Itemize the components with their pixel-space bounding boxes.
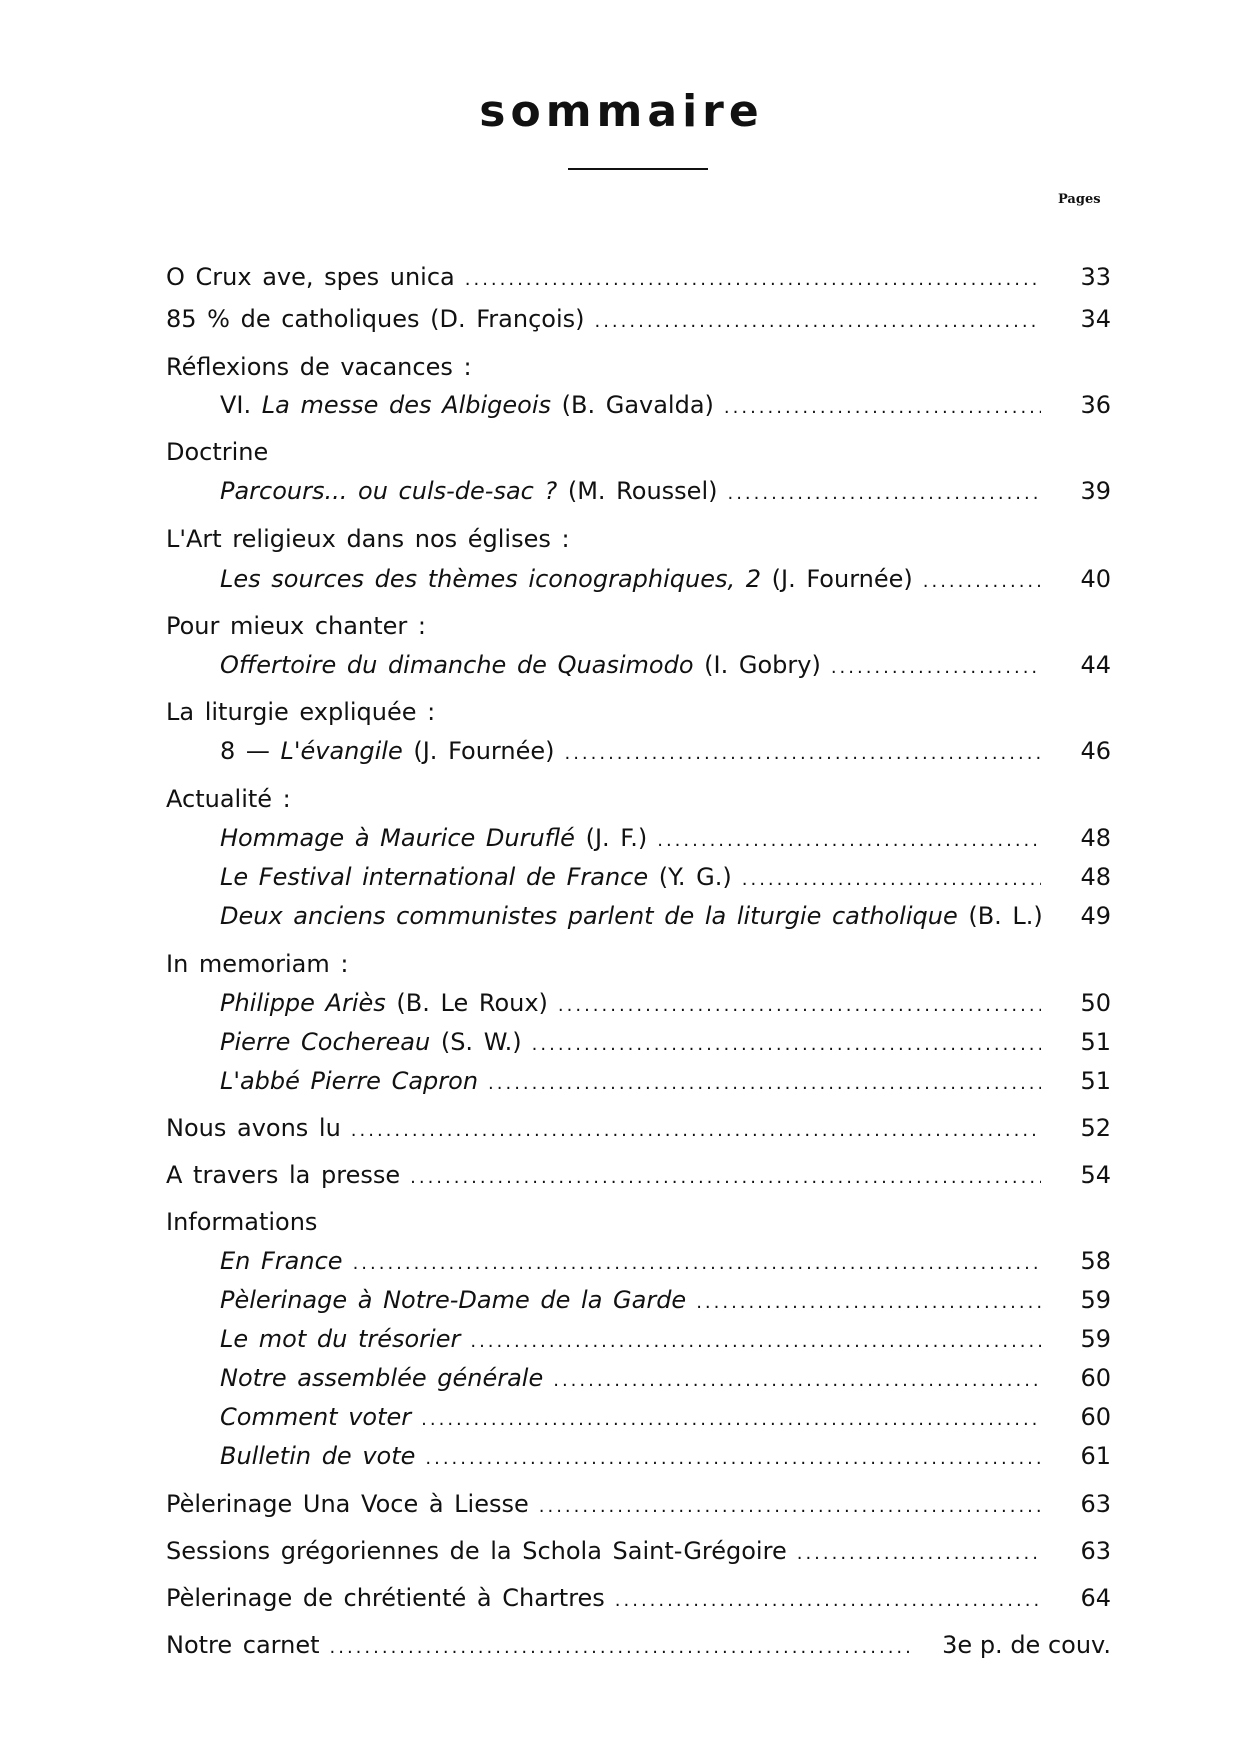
toc-entry-title: Offertoire du dimanche de Quasimodo	[220, 651, 694, 679]
toc-entry-label	[220, 1064, 478, 1098]
dot-leader	[742, 863, 1041, 897]
dot-leader	[553, 1364, 1041, 1398]
dot-leader	[539, 1490, 1041, 1524]
dot-leader	[727, 477, 1041, 511]
toc-section-label: Pour mieux chanter :	[166, 612, 426, 640]
toc-entry-title: Bulletin de vote	[220, 1442, 416, 1470]
toc-entry	[220, 1064, 1111, 1098]
toc-entry-label: O Crux ave, spes unica	[166, 263, 455, 291]
toc-entry-title: Pèlerinage à Notre-Dame de la Garde	[220, 1286, 687, 1314]
toc-entry-label: Pèlerinage Una Voce à Liesse	[166, 1490, 529, 1518]
toc-entry-page: 51	[1080, 1067, 1111, 1095]
dot-leader	[425, 1442, 1041, 1476]
toc-entry-page: 46	[1080, 737, 1111, 765]
toc-entry-label	[220, 474, 717, 508]
toc-entry-title: Le Festival international de France	[220, 863, 649, 891]
toc-entry	[166, 1581, 1111, 1615]
toc-entry-title: Parcours... ou culs-de-sac ?	[220, 477, 558, 505]
toc-section-label: Doctrine	[166, 438, 269, 466]
toc-entry	[220, 899, 1111, 933]
toc-entry	[166, 1158, 1111, 1192]
toc-entry-label	[220, 860, 732, 894]
toc-entry-title: Philippe Ariès	[220, 989, 386, 1017]
toc-section-heading	[166, 435, 1111, 469]
toc-entry-page: 63	[1080, 1537, 1111, 1565]
toc-entry-page: 59	[1080, 1325, 1111, 1353]
toc-section-label: Réflexions de vacances :	[166, 353, 472, 381]
toc-entry-title: Pierre Cochereau	[220, 1028, 431, 1056]
toc-entry-page: 48	[1080, 824, 1111, 852]
toc-section-heading	[166, 350, 1111, 384]
toc-section-heading	[166, 522, 1111, 556]
toc-entry-page: 60	[1080, 1403, 1111, 1431]
toc-entry-page: 39	[1080, 477, 1111, 505]
toc-entry	[220, 388, 1111, 422]
toc-entry-page: 63	[1080, 1490, 1111, 1518]
toc-entry-page: 3e p. de couv.	[942, 1631, 1111, 1659]
toc-entry-label: 85 % de catholiques (D. François)	[166, 305, 585, 333]
toc-entry	[220, 986, 1111, 1020]
toc-entry-label	[220, 1025, 522, 1059]
toc-entry	[220, 1400, 1111, 1434]
dot-leader	[657, 824, 1041, 858]
toc-entry	[220, 1439, 1111, 1473]
toc-entry	[220, 860, 1111, 894]
toc-entry	[220, 474, 1111, 508]
dot-leader	[410, 1161, 1041, 1195]
toc-entry-label	[220, 1400, 411, 1434]
toc-entry	[220, 562, 1111, 596]
toc-entry-author: (J. F.)	[574, 824, 648, 852]
toc-entry	[166, 1534, 1111, 1568]
toc-entry-label	[220, 1439, 415, 1473]
toc-entry-author: (M. Roussel)	[557, 477, 718, 505]
toc-section-heading	[166, 1205, 1111, 1239]
toc-entry-page: 48	[1080, 863, 1111, 891]
toc-entry-page: 51	[1080, 1028, 1111, 1056]
toc-entry	[220, 648, 1111, 682]
toc-entry	[166, 1487, 1111, 1521]
toc-entry-page: 40	[1080, 565, 1111, 593]
toc-section-heading	[166, 695, 1111, 729]
page-column-label: Pages	[1058, 192, 1101, 207]
toc-entry-author: (Y. G.)	[648, 863, 732, 891]
toc-entry-page: 61	[1080, 1442, 1111, 1470]
toc-entry-title: En France	[220, 1247, 343, 1275]
toc-entry-label	[220, 821, 647, 855]
toc-entry-author: (B. Gavalda)	[551, 391, 714, 419]
dot-leader	[564, 737, 1041, 771]
toc-section-label: Actualité :	[166, 785, 291, 813]
toc-entry-label: Pèlerinage de chrétienté à Chartres	[166, 1584, 605, 1612]
toc-entry-page: 44	[1080, 651, 1111, 679]
toc-entry-page: 60	[1080, 1364, 1111, 1392]
toc-section-label: La liturgie expliquée :	[166, 698, 436, 726]
toc-entry-label	[220, 986, 548, 1020]
dot-leader	[330, 1631, 909, 1665]
toc-section-heading	[166, 609, 1111, 643]
page-title: sommaire	[479, 86, 764, 137]
toc-entry-title: Les sources des thèmes iconographiques, 2	[220, 565, 762, 593]
toc-entry-prefix: 8 —	[220, 737, 281, 765]
dot-leader	[831, 651, 1041, 685]
toc-entry-label: A travers la presse	[166, 1161, 401, 1189]
dot-leader	[532, 1028, 1041, 1062]
toc-entry-author: (J. Fournée)	[761, 565, 913, 593]
toc-entry-label	[220, 899, 1043, 933]
toc-entry-label: Nous avons lu	[166, 1114, 341, 1142]
toc-entry	[220, 1361, 1111, 1395]
toc-entry	[220, 1322, 1111, 1356]
toc-entry-label: Sessions grégoriennes de la Schola Saint-Grégoire	[166, 1537, 787, 1565]
toc-entry-title: Deux anciens communistes parlent de la liturgie catholique	[220, 902, 958, 930]
toc-entry-author: (S. W.)	[430, 1028, 522, 1056]
dot-leader	[594, 305, 1041, 339]
toc-entry-page: 49	[1080, 902, 1111, 930]
dot-leader	[465, 263, 1041, 297]
toc-entry-author: (B. Le Roux)	[385, 989, 548, 1017]
dot-leader	[470, 1325, 1041, 1359]
toc-entry-page: 33	[1080, 263, 1111, 291]
dot-leader	[421, 1403, 1041, 1437]
toc-entry-title: Hommage à Maurice Duruflé	[220, 824, 575, 852]
toc-entry-page: 36	[1080, 391, 1111, 419]
dot-leader	[558, 989, 1041, 1023]
toc-entry-label	[220, 648, 821, 682]
dot-leader	[724, 391, 1041, 425]
toc-section-label: L'Art religieux dans nos églises :	[166, 525, 570, 553]
toc-entry-title: La messe des Albigeois	[261, 391, 551, 419]
toc-entry-title: L'évangile	[280, 737, 403, 765]
toc-entry-label	[220, 388, 714, 422]
toc-entry	[166, 302, 1111, 336]
toc-entry-page: 34	[1080, 305, 1111, 333]
toc-entry-label	[220, 1244, 343, 1278]
toc-entry	[166, 260, 1111, 294]
toc-entry-author: (B. L.)	[957, 902, 1043, 930]
toc-entry	[220, 821, 1111, 855]
toc-entry-label	[220, 1322, 460, 1356]
toc-entry	[166, 1628, 1111, 1662]
toc-entry	[220, 1025, 1111, 1059]
toc-entry-prefix: VI.	[220, 391, 262, 419]
dot-leader	[488, 1067, 1041, 1101]
toc-entry-page: 54	[1080, 1161, 1111, 1189]
toc-entry	[220, 1283, 1111, 1317]
dot-leader	[615, 1584, 1041, 1618]
toc-entry	[166, 1111, 1111, 1145]
toc-entry-title: Notre assemblée générale	[220, 1364, 544, 1392]
toc-entry-page: 52	[1080, 1114, 1111, 1142]
toc-entry-page: 50	[1080, 989, 1111, 1017]
dot-leader	[923, 565, 1041, 599]
toc-entry-page: 59	[1080, 1286, 1111, 1314]
dot-leader	[353, 1247, 1041, 1281]
dot-leader	[696, 1286, 1041, 1320]
toc-entry	[220, 1244, 1111, 1278]
toc-entry-label	[220, 734, 554, 768]
toc-entry-title: Comment voter	[220, 1403, 412, 1431]
toc-section-label: Informations	[166, 1208, 318, 1236]
dot-leader	[351, 1114, 1041, 1148]
toc-section-heading	[166, 947, 1111, 981]
toc-entry-label	[220, 1283, 686, 1317]
toc-entry-label	[220, 1361, 543, 1395]
toc-section-heading	[166, 782, 1111, 816]
toc-entry-page: 58	[1080, 1247, 1111, 1275]
dot-leader	[797, 1537, 1041, 1571]
toc-entry-title: L'abbé Pierre Capron	[220, 1067, 479, 1095]
toc-entry	[220, 734, 1111, 768]
toc-section-label: In memoriam :	[166, 950, 349, 978]
toc-entry-label	[220, 562, 913, 596]
toc-entry-page: 64	[1080, 1584, 1111, 1612]
toc-entry-label: Notre carnet	[166, 1631, 320, 1659]
toc-entry-author: (I. Gobry)	[693, 651, 821, 679]
toc-entry-title: Le mot du trésorier	[220, 1325, 461, 1353]
toc-entry-author: (J. Fournée)	[402, 737, 555, 765]
